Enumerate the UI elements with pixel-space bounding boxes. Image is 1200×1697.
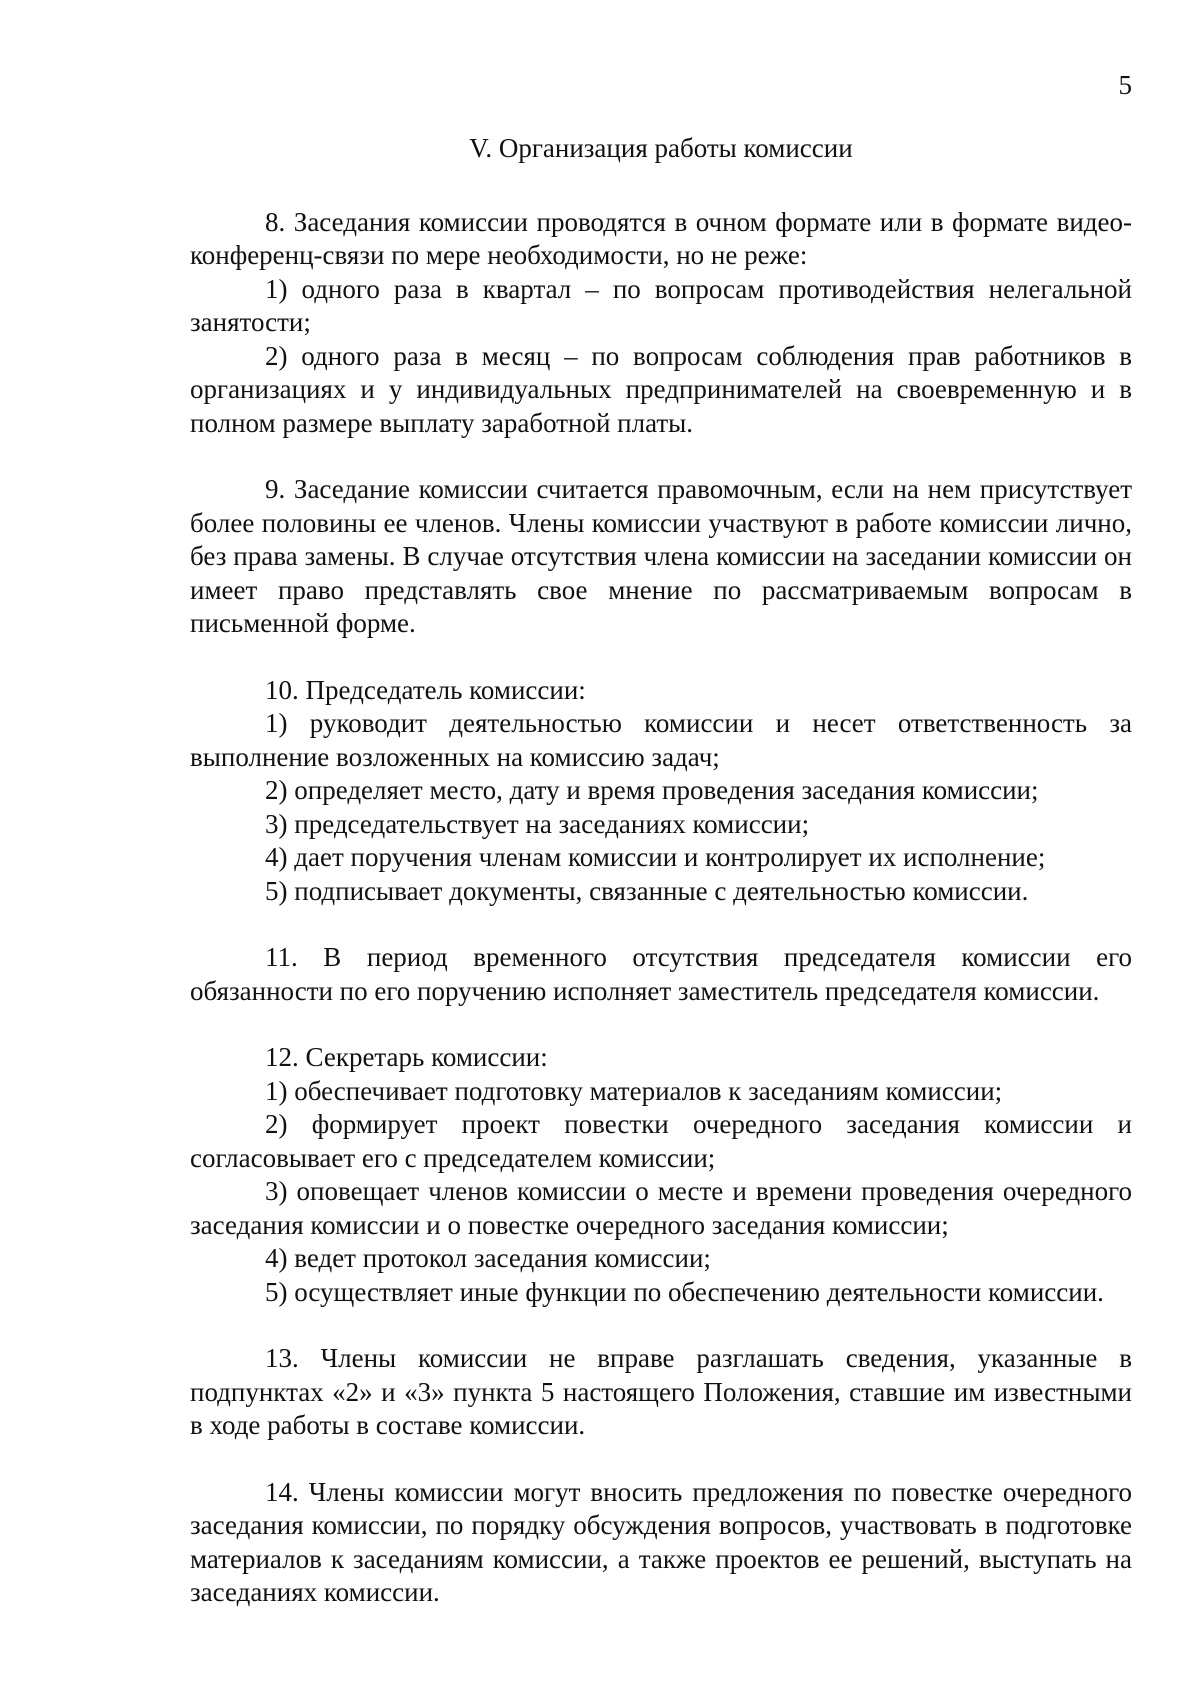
paragraph-10-item-2: 2) определяет место, дату и время проведения заседания комиссии;: [265, 775, 1039, 805]
paragraph-12-item-5: 5) осуществляет иные функции по обеспечению деятельности комиссии.: [265, 1276, 1104, 1307]
paragraph-8-item-1: 1) одного раза в квартал – по вопросам противодействия нелегальной занятости;: [190, 273, 1132, 337]
paragraph-9: 9. Заседание комиссии считается правомочным, если на нем присутствует более половины ее членов. Члены комиссии участвуют в работе комиссии лично, без права замены. В случае отсутствия члена комиссии на заседании комиссии он имеет право представлять свое мнение по рассматриваемым вопросам в письменной форме.: [190, 474, 1132, 638]
page-number: 5: [1118, 70, 1132, 100]
paragraph-12-item-3: 3) оповещает членов комиссии о месте и времени проведения очередного заседания комиссии и о повестке очередного заседания комиссии;: [190, 1176, 1132, 1240]
paragraph-8: 8. Заседания комиссии проводятся в очном формате или в формате видео-конференц-связи по мере необходимости, но не реже:: [190, 206, 1132, 270]
paragraph-10-item-4: 4) дает поручения членам комиссии и контролирует их исполнение;: [265, 842, 1046, 872]
section-title: V. Организация работы комиссии: [469, 133, 853, 163]
paragraph-10-item-3: 3) председательствует на заседаниях комиссии;: [265, 808, 810, 839]
paragraph-12-item-4: 4) ведет протокол заседания комиссии;: [265, 1243, 711, 1273]
paragraph-11: 11. В период временного отсутствия председателя комиссии его обязанности по его поручению исполняет заместитель председателя комиссии.: [190, 942, 1132, 1006]
paragraph-10: 10. Председатель комиссии:: [265, 674, 586, 705]
document-body: [190, 132, 1132, 1610]
paragraph-10-item-1: 1) руководит деятельностью комиссии и несет ответственность за выполнение возложенных на комиссию задач;: [190, 708, 1132, 772]
paragraph-13: 13. Члены комиссии не вправе разглашать сведения, указанные в подпунктах «2» и «3» пункта 5 настоящего Положения, ставшие им известными в ходе работы в составе комиссии.: [190, 1343, 1132, 1440]
paragraph-8-item-2: 2) одного раза в месяц – по вопросам соблюдения прав работников в организациях и у индивидуальных предпринимателей на своевременную и в полном размере выплату заработной платы.: [190, 340, 1132, 438]
paragraph-10-item-5: 5) подписывает документы, связанные с деятельностью комиссии.: [265, 875, 1029, 906]
paragraph-12: 12. Секретарь комиссии:: [265, 1042, 548, 1072]
paragraph-12-item-1: 1) обеспечивает подготовку материалов к заседаниям комиссии;: [265, 1075, 1003, 1106]
paragraph-12-item-2: 2) формирует проект повестки очередного заседания комиссии и согласовывает его с председателем комиссии;: [190, 1109, 1132, 1173]
paragraph-14: 14. Члены комиссии могут вносить предложения по повестке очередного заседания комиссии, по порядку обсуждения вопросов, участвовать в подготовке материалов к заседаниям комиссии, а также проектов ее решений, выступать на заседаниях комиссии.: [190, 1476, 1132, 1607]
